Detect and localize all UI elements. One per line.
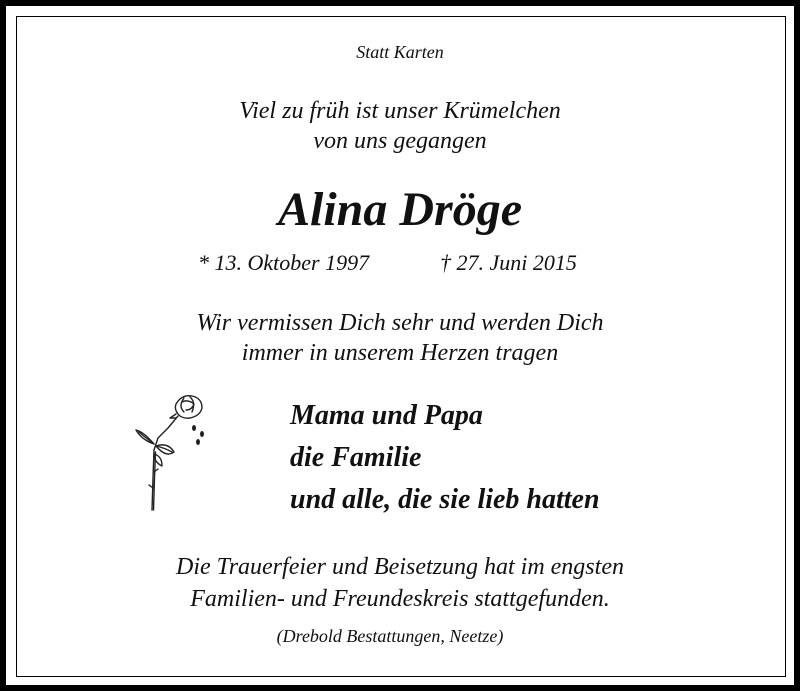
mourner-line-1: Mama und Papa bbox=[290, 400, 483, 431]
death-date: † 27. Juni 2015 bbox=[440, 250, 577, 275]
intro-line-2: von uns gegangen bbox=[313, 128, 487, 154]
message-line-2: immer in unserem Herzen tragen bbox=[241, 340, 559, 366]
undertaker-note: (Drebold Bestattungen, Neetze) bbox=[276, 626, 504, 646]
message-line-1: Wir vermissen Dich sehr und werden Dich bbox=[196, 310, 604, 336]
deceased-name: Alina Dröge bbox=[277, 183, 523, 236]
funeral-line-2: Familien- und Freundeskreis stattgefunden. bbox=[190, 586, 610, 612]
birth-date: * 13. Oktober 1997 bbox=[198, 250, 370, 275]
statt-karten-label: Statt Karten bbox=[356, 42, 444, 62]
intro-line-1: Viel zu früh ist unser Krümelchen bbox=[239, 98, 561, 124]
rose-icon bbox=[132, 388, 212, 513]
mourner-line-3: und alle, die sie lieb hatten bbox=[290, 484, 600, 515]
mourner-line-2: die Familie bbox=[290, 442, 422, 473]
funeral-line-1: Die Trauerfeier und Beisetzung hat im engsten bbox=[176, 554, 624, 580]
